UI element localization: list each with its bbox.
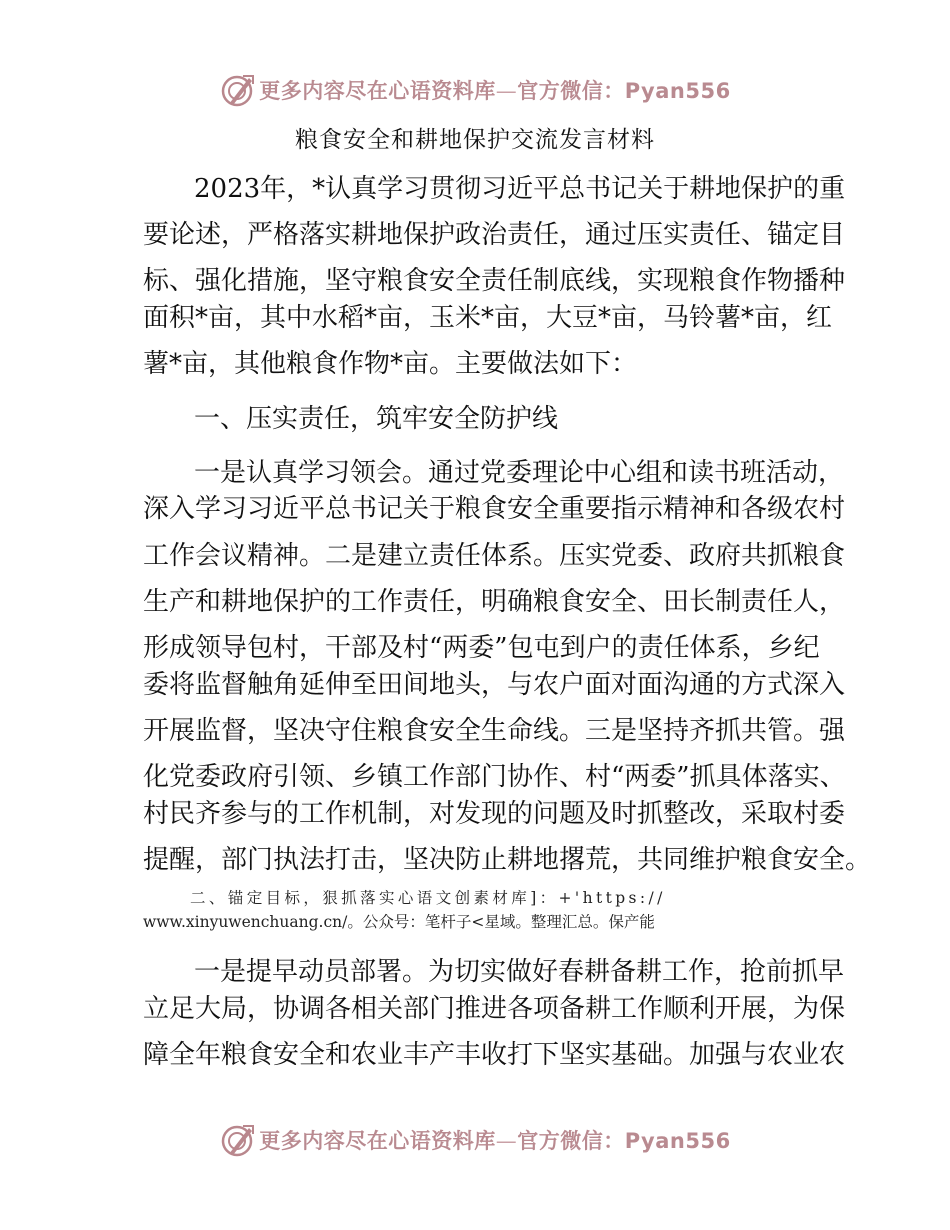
paragraph-line: 面积*亩，其中水稻*亩，玉米*亩，大豆*亩，马铃薯*亩，红 [143, 303, 833, 333]
paragraph-line: 2023年，*认真学习贯彻习近平总书记关于耕地保护的重 [194, 174, 846, 204]
paragraph-line: 立足大局，协调各相关部门推进各项备耕工作顺利开展，为保 [143, 994, 846, 1024]
section-heading-watermarked: 二、锚定目标，狠抓落实心语文创素材库]：+'https:// [190, 889, 666, 907]
paragraph-line: 开展监督，坚决守住粮食安全生命线。三是坚持齐抓共管。强 [143, 716, 846, 746]
document-title: 粮食安全和耕地保护交流发言材料 [295, 127, 655, 153]
footer-watermark-banner [0, 1120, 950, 1160]
paragraph-line: 要论述，严格落实耕地保护政治责任，通过压实责任、锚定目 [143, 220, 846, 250]
section-heading: 一、压实责任，筑牢安全防护线 [194, 404, 559, 434]
paragraph-line: 生产和耕地保护的工作责任，明确粮食安全、田长制责任人， [143, 587, 846, 617]
paragraph-line: 薯*亩，其他粮食作物*亩。主要做法如下： [143, 349, 638, 379]
paragraph-line: 一是提早动员部署。为切实做好春耕备耕工作，抢前抓早 [194, 957, 845, 987]
paragraph-line: 化党委政府引领、乡镇工作部门协作、村“两委”抓具体落实、 [143, 762, 846, 792]
footer-watermark-text: 更多内容尽在心语资料库—官方微信：Pyan556 [259, 1129, 731, 1153]
paragraph-line: 标、强化措施，坚守粮食安全责任制底线，实现粮食作物播种 [143, 266, 846, 296]
paragraph-line: 一是认真学习领会。通过党委理论中心组和读书班活动， [194, 458, 845, 488]
paragraph-line: 形成领导包村，干部及村“两委”包屯到户的责任体系，乡纪 [143, 633, 820, 663]
quill-seal-logo-icon [219, 72, 255, 108]
paragraph-line: 深入学习习近平总书记关于粮食安全重要指示精神和各级农村 [143, 494, 846, 524]
section-heading-watermarked: www.xinyuwenchuang.cn/。公众号：笔杆子<星域。整理汇总。保产能 [143, 913, 655, 931]
quill-seal-logo-icon [219, 1122, 255, 1158]
header-watermark-banner [0, 70, 950, 110]
paragraph-line: 障全年粮食安全和农业丰产丰收打下坚实基础。加强与农业农 [143, 1040, 846, 1070]
paragraph-line: 村民齐参与的工作机制，对发现的问题及时抓整改，采取村委 [143, 799, 846, 829]
paragraph-line: 提醒，部门执法打击，坚决防止耕地撂荒，共同维护粮食安全。 [143, 845, 872, 875]
paragraph-line: 工作会议精神。二是建立责任体系。压实党委、政府共抓粮食 [143, 541, 846, 571]
header-watermark-text: 更多内容尽在心语资料库—官方微信：Pyan556 [259, 79, 731, 103]
paragraph-line: 委将监督触角延伸至田间地头，与农户面对面沟通的方式深入 [143, 670, 846, 700]
